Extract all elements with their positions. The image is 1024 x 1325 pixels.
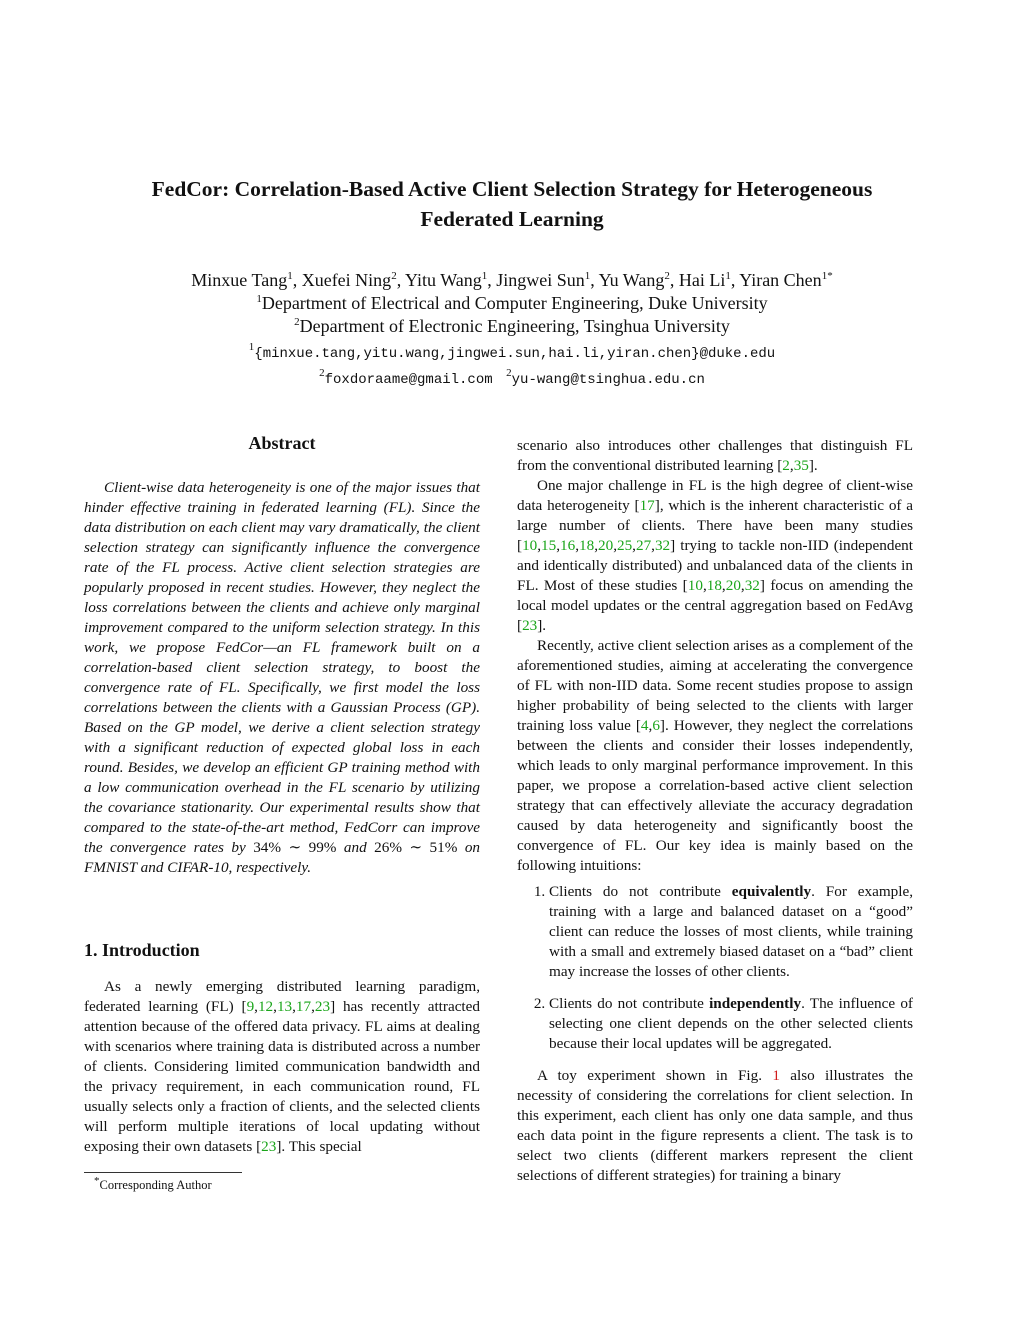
text-span: A toy experiment shown in Fig.	[537, 1067, 773, 1084]
affiliation-mark: 2	[319, 367, 325, 379]
text-span: . For example, training with a large and balanced dataset on a “good” client can reduce the losses of most clients, while training with a small and extremely biased dataset on a “bad” client may increase the losses of other clients.	[549, 883, 914, 980]
citation-link[interactable]: 15	[541, 537, 557, 554]
right-paragraph-2: Recently, active client selection arises as a complement of the aforementioned studies, aiming at accelerating the convergence of FL with non-IID data. Some recent studies propose to assign higher probability of being selected to the clients with larger training loss value [4,6]. However, they neglect the correlations between the clients and consider their losses independently, which leads to only marginal performance improvement. In this paper, we propose a correlation-based active client selection strategy that can effectively alleviate the accuracy degradation caused by data heterogeneity and significantly boost the convergence of FL. Our key idea is mainly based on the following intuitions:	[517, 637, 913, 874]
author-list: Minxue Tang$^1$, Xuefei Ning$^2$, Yitu Wang$^1$, Jingwei Sun$^1$, Yu Wang$^2$, Hai Li$^1$, Yiran Chen$^{1*}$	[191, 270, 833, 290]
text-span: . The influence of selecting one client depends on the other selected clients because their local updates will be aggregated.	[549, 995, 913, 1052]
text-span: Recently, active client selection arises as a complement of the aforementioned studies, aiming at accelerating the convergence of FL with non-IID data. Some recent studies propose to assign higher probability of being selected to the clients with larger training loss value [	[517, 637, 913, 734]
affiliation-mark: 2	[506, 367, 512, 379]
footnote-rule	[84, 1172, 242, 1173]
author-name: Hai Li	[678, 270, 726, 290]
title-line-1: FedCor: Correlation-Based Active Client Selection Strategy for Heterogeneous	[151, 177, 873, 201]
text-span: Clients do not contribute	[549, 883, 732, 900]
affiliation-mark: 2	[391, 270, 397, 282]
text-span: ].	[537, 617, 547, 634]
right-paragraph-1: One major challenge in FL is the high degree of client-wise data heterogeneity [17], which is the inherent characteristic of a large number of clients. There have been many studies [10,15,16,18,20,25,27,32] trying to tackle non-IID (independent and identically distributed) and unbalanced data of the clients in FL. Most of these studies [10,18,20,32] focus on amending the local model updates or the central aggregation based on FedAvg [23].	[517, 477, 913, 634]
text-span: ] trying to tackle non-IID (independent and identically distributed) and unbalanced data of the clients in FL. Most of these studies [	[517, 537, 913, 594]
affiliation-mark: 2	[664, 270, 670, 282]
citation-link[interactable]: 6	[652, 717, 660, 734]
range-cifar: 26% ∼ 51%	[374, 839, 458, 856]
citation-link[interactable]: 13	[276, 998, 293, 1015]
email-line-1	[60, 340, 964, 366]
section-heading-introduction: 1. Introduction	[84, 940, 200, 960]
citation-link[interactable]: 23	[522, 617, 538, 634]
footnote	[94, 1174, 212, 1193]
author-block	[60, 269, 964, 392]
footnote-mark: *	[94, 1174, 100, 1187]
affiliation-text: Department of Electronic Engineering, Tsinghua University	[299, 316, 730, 336]
email-duke[interactable]: {minxue.tang,yitu.wang,jingwei.sun,hai.li,yiran.chen}@duke.edu	[254, 346, 776, 362]
author-name: Yiran Chen	[739, 270, 822, 290]
abstract-body	[84, 478, 480, 878]
affiliation-mark: 1	[725, 270, 731, 282]
text-span: As a newly emerging distributed learning paradigm, federated learning (FL) [	[84, 978, 480, 1015]
affiliation-mark: 1	[248, 341, 255, 353]
citation-link[interactable]: 27	[635, 537, 652, 554]
text-span: scenario also introduces other challenges that distinguish FL from the conventional distributed learning [	[517, 437, 913, 474]
citation-link[interactable]: 18	[579, 537, 595, 554]
citation-link[interactable]: 12	[257, 998, 274, 1015]
affiliation-mark: 1	[584, 270, 591, 282]
affiliation-mark: 1	[287, 270, 293, 282]
text-span: ] focus on amending the local model updates or the central aggregation based on FedAvg [	[517, 577, 913, 634]
footnote-text: Corresponding Author	[99, 1178, 212, 1192]
right-column	[517, 436, 913, 1186]
figure-link[interactable]: 1	[772, 1067, 780, 1084]
abstract-and: and	[336, 839, 375, 856]
email-gmail[interactable]: foxdoraame@gmail.com	[324, 372, 493, 388]
right-paragraph-3	[517, 1066, 913, 1186]
citation-link[interactable]: 2	[782, 457, 790, 474]
email-line-2	[60, 366, 964, 392]
abstract-heading: Abstract	[248, 433, 316, 453]
citation-link[interactable]: 35	[793, 457, 809, 474]
affiliation-2	[60, 315, 964, 338]
text-span: ].	[808, 457, 818, 474]
list-item	[549, 994, 913, 1054]
range-fmnist: 34% ∼ 99%	[253, 839, 337, 856]
text-span: ], which is the inherent characteristic of a large number of clients. There have been many studies [	[517, 497, 913, 554]
email-tsinghua[interactable]: yu-wang@tsinghua.edu.cn	[511, 372, 705, 388]
abstract-paragraph	[84, 478, 480, 878]
affiliation-mark: 2	[294, 316, 300, 328]
text-span: ]. This special	[276, 1138, 362, 1155]
author-name: Xuefei Ning	[301, 270, 392, 290]
citation-link[interactable]: 17	[639, 497, 655, 514]
citation-link[interactable]: 16	[560, 537, 576, 554]
emphasis: equivalently	[731, 883, 812, 900]
affiliation-mark: 1	[481, 270, 488, 282]
citation-link[interactable]: 10	[687, 577, 703, 594]
text-span: One major challenge in FL is the high degree of client-wise data heterogeneity [	[517, 477, 913, 514]
citation-link[interactable]: 9	[246, 998, 255, 1015]
citation-link[interactable]: 32	[654, 537, 671, 554]
intro-paragraph-1: As a newly emerging distributed learning paradigm, federated learning (FL) [9,12,13,17,23] has recently attracted attention because of the offered data privacy. FL aims at dealing with scenarios where training data is distributed across a number of clients. Considering limited communication bandwidth and the privacy requirement, in each communication round, FL usually selects only a fraction of clients, and the selected clients will perform multiple iterations of local updating without exposing their own datasets [23]. This special	[84, 978, 480, 1155]
intuition-list	[517, 882, 913, 1054]
author-name: Jingwei Sun	[496, 270, 585, 290]
text-span: also illustrates the necessity of considering the correlations for client selection. In this experiment, each client has only one data sample, and thus each data point in the figure represents a client. The task is to select two clients (different markers represent the client selections of different strategies) for training a binary	[517, 1067, 913, 1184]
affiliation-mark: 1	[256, 293, 262, 305]
text-span: ]. However, they neglect the correlations between the clients and consider their losses independently, which leads to only marginal performance improvement. In this paper, we propose a correlation-based active client selection strategy that can effectively alleviate the accuracy degradation caused by data heterogeneity and significantly boost the convergence of FL. Our key idea is mainly based on the following intuitions:	[517, 717, 913, 874]
citation-link[interactable]: 18	[706, 577, 722, 594]
emphasis: independently	[709, 995, 802, 1012]
abstract-tail: on FMNIST and CIFAR-10, respectively.	[84, 839, 481, 876]
citation-link[interactable]: 17	[295, 998, 312, 1015]
citation-link[interactable]: 23	[314, 998, 331, 1015]
author-name: Yitu Wang	[405, 270, 482, 290]
paper-title	[60, 174, 964, 234]
citation-link[interactable]: 25	[616, 537, 633, 554]
intro-body	[84, 977, 480, 1157]
citation-link[interactable]: 23	[261, 1138, 277, 1155]
citation-link[interactable]: 32	[744, 577, 760, 594]
list-item	[549, 882, 913, 982]
citation-link[interactable]: 20	[725, 577, 741, 594]
author-name: Minxue Tang	[191, 270, 288, 290]
citation-link[interactable]: 20	[598, 537, 614, 554]
affiliation-text: Department of Electrical and Computer Engineering, Duke University	[261, 293, 768, 313]
text-span: ] has recently attracted attention because of the offered data privacy. FL aims at dealing with scenarios where training data is distributed across a number of clients. Considering limited communication bandwidth and the privacy requirement, in each communication round, FL usually selects only a fraction of clients, and the selected clients will perform multiple iterations of local updating without exposing their own datasets [	[84, 998, 480, 1155]
text-span: Clients do not contribute	[549, 995, 710, 1012]
title-line-2: Federated Learning	[420, 207, 604, 231]
affiliation-1	[60, 292, 964, 315]
citation-link[interactable]: 4	[640, 717, 649, 734]
citation-link[interactable]: 10	[522, 537, 538, 554]
author-name: Yu Wang	[598, 270, 665, 290]
abstract-text: Client-wise data heterogeneity is one of the major issues that hinder effective training in federated learning (FL). Since the data distribution on each client may vary dramatically, the client selection strategy can significantly influence the convergence rate of the FL process. Active client selection strategies are popularly proposed in recent studies. However, they neglect the loss correlations between the clients and achieve only marginal improvement compared to the uniform selection strategy. In this work, we propose FedCor—an FL framework built on a correlation-based client selection strategy, to boost the convergence rate of FL. Specifically, we first model the loss correlations between the clients with a Gaussian Process (GP). Based on the GP model, we derive a client selection strategy with a significant reduction of expected global loss in each round. Besides, we develop an efficient GP training method with a low communication overhead in the FL scenario by utilizing the covariance stationarity. Our experimental results show that compared to the state-of-the-art method, FedCorr can improve the convergence rates by	[84, 479, 480, 856]
affiliation-mark: 1*	[821, 270, 833, 282]
right-paragraph-0: scenario also introduces other challenges that distinguish FL from the conventional distributed learning [2,35].	[517, 437, 913, 474]
